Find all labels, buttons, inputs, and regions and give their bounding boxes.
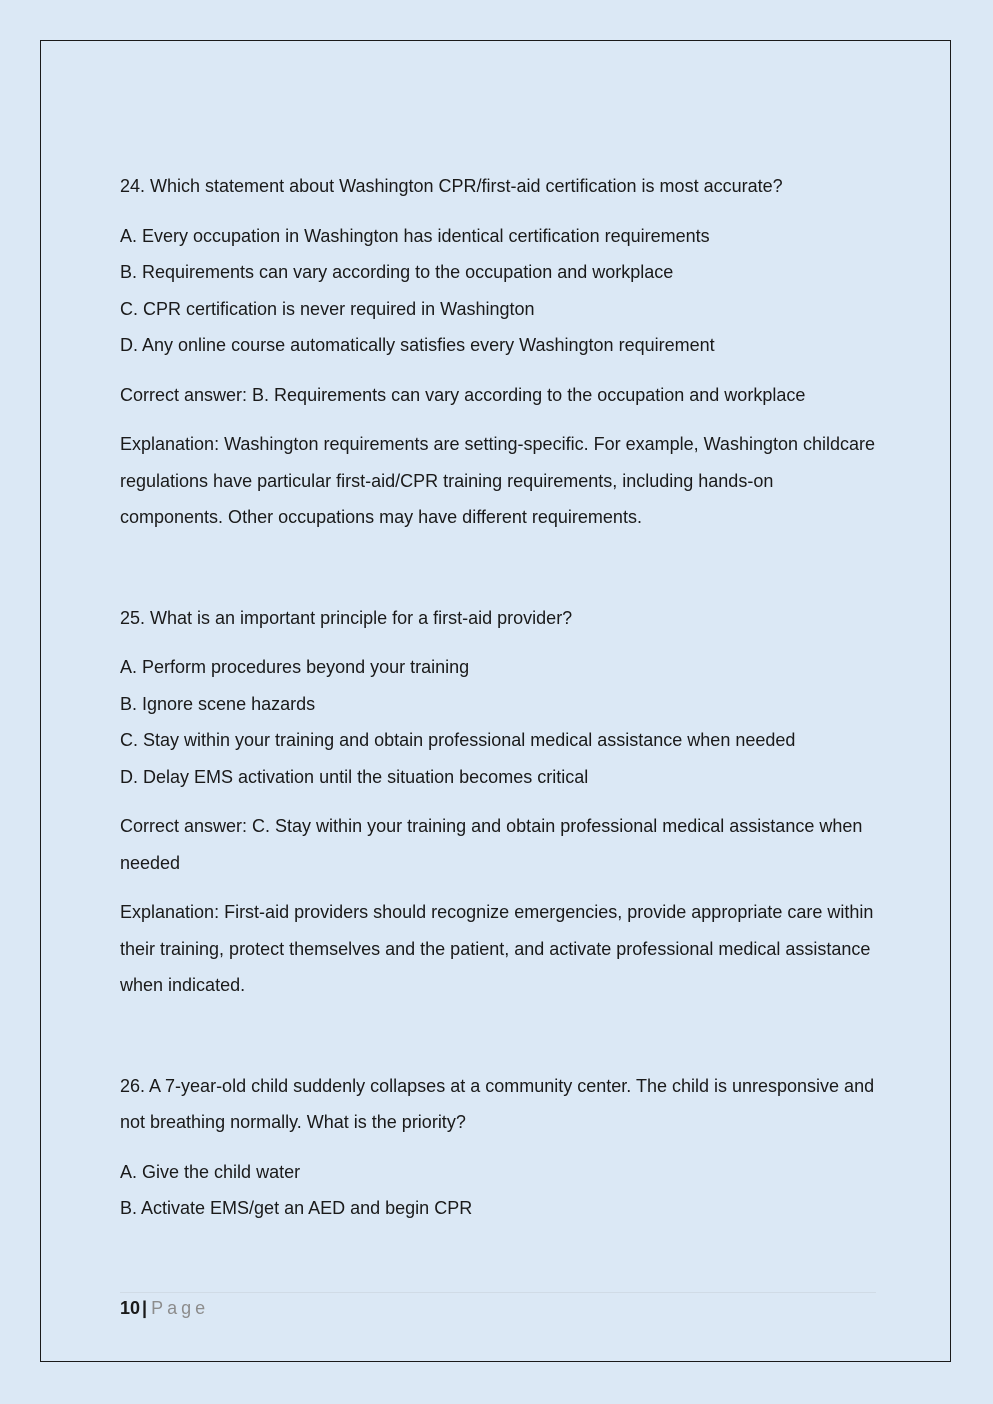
question-block-24: [120, 168, 880, 536]
option-b: B. Ignore scene hazards: [120, 693, 316, 714]
explanation: Explanation: Washington requirements are setting-specific. For example, Washington childcare regulations have particular first-aid/CPR training requirements, including hands-on components. Other occupations may have different requirements.: [120, 434, 876, 527]
document-content: [120, 168, 880, 1240]
option-b: B. Activate EMS/get an AED and begin CPR: [120, 1198, 473, 1218]
option-a: A. Perform procedures beyond your training: [120, 657, 470, 677]
correct-answer: Correct answer: B. Requirements can vary according to the occupation and workplace: [120, 384, 806, 405]
option-d: D. Delay EMS activation until the situation becomes critical: [120, 766, 589, 787]
option-d: D. Any online course automatically satisfies every Washington requirement: [120, 335, 715, 355]
question-text: 24. Which statement about Washington CPR/first-aid certification is most accurate?: [120, 176, 783, 196]
page-label: Page: [151, 1298, 210, 1318]
question-text: 26. A 7-year-old child suddenly collapses at a community center. The child is unresponsive and not breathing normally. What is the priority?: [120, 1075, 875, 1132]
question-block-25: [120, 600, 880, 1004]
option-a: A. Every occupation in Washington has identical certification requirements: [120, 225, 710, 246]
question-block-26: [120, 1068, 880, 1227]
correct-answer: Correct answer: C. Stay within your training and obtain professional medical assistance when needed: [120, 816, 863, 873]
page-number: 10: [120, 1298, 141, 1318]
option-c: C. CPR certification is never required in Washington: [120, 298, 535, 319]
options-list: [120, 1154, 880, 1227]
options-list: [120, 649, 880, 795]
page-footer: [120, 1292, 876, 1319]
option-b: B. Requirements can vary according to the occupation and workplace: [120, 262, 674, 282]
option-c: C. Stay within your training and obtain professional medical assistance when needed: [120, 730, 796, 750]
options-list: [120, 218, 880, 364]
option-a: A. Give the child water: [120, 1161, 301, 1182]
explanation: Explanation: First-aid providers should recognize emergencies, provide appropriate care within their training, protect themselves and the patient, and activate professional medical assistance when indicated.: [120, 902, 874, 995]
question-text: 25. What is an important principle for a first-aid provider?: [120, 607, 573, 628]
footer-separator: |: [142, 1298, 148, 1318]
